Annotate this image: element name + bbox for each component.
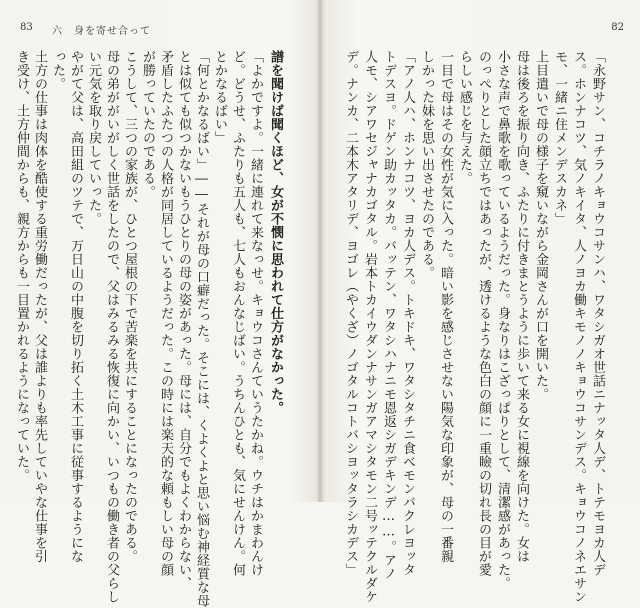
text-column: ス。ホンナコツ、気ノキイタ、人ノヨカ働キモノノキョウコサンデス。キョウコノネエサン (571, 50, 586, 604)
text-column: トデスヨ。ドゲン助カッタカ。バッテン、ワタシハナニモ恩返シガデキンデ……。アノ (381, 50, 396, 581)
text-column: 上目遣いで母の様子を窺いながら金岡さんが口を開いた。 (533, 50, 548, 401)
text-column: 土方の仕事は肉体を酷使する重労働だったが、父は誰よりも率先していやな仕事を引 (32, 50, 47, 563)
text-column: 「アノ人ハ、ホンナコツ、ヨカ人デス。トキドキ、ワタシタチニ食べモンバクレヨッタ (400, 50, 415, 577)
text-column: 人モ、シアワセジャナカゴタル。岩本トカイウダンナサンガアマシタモン二号ッテクルダケ (362, 50, 377, 604)
text-column: 母の弟ががいがしく世話をしたので、父はみるみる恢復に向かい、いつもの働き者の父らし (104, 50, 119, 604)
text-column: らしい感じを与えた。 (457, 50, 472, 185)
running-head: 六 身を寄せ合って (52, 26, 151, 37)
text-column: 母は後ろを振り向き、ふたりに付きまとうように歩いて来る女に視線を向けた。女は (514, 50, 529, 563)
right-page-number: 82 (611, 22, 624, 33)
text-column: 「よかですよ。一緒に連れて来なっせ。キョウコさんていうたかね。ウチはかまわんけ (248, 50, 263, 577)
text-column: 「永野サン、コチラノキョウコサンハ、ワタシガオ世話ニナッタ人デ、トテモヨカ人デ (590, 50, 605, 577)
text-column: い元気を取り戻していった。 (86, 50, 101, 226)
left-page-number: 83 (20, 22, 33, 33)
text-column: デ。ナンカ、二本木アタリデ、ヨゴレ（やくざ）ノゴタルコトバシヨッタラシカデス」 (343, 50, 358, 577)
text-column: 「何とかなるばい」――それが母の口癖だった。そこには、くよくよと思い悩む神経質な母 (194, 50, 209, 608)
text-column: ど。どうせ、ふたりも五人も、七人もおんなじばい。うちんひとも、気にせんけん。何 (230, 50, 245, 577)
text-column: 小さな声で鼻歌を歌っているようだった。身なりはこざっぱりとして、清潔感があった。 (495, 50, 510, 590)
text-column: き受け、土方仲間からも、親方からも一目置かれるようになっていた。 (14, 50, 29, 482)
text-column: 譜を聞けば聞くほど、女が不憫に思われて仕方がなかった。 (268, 50, 283, 415)
text-column: 一目で母はその女性が気に入った。暗い影を感じさせない陽気な印象が、母の一番親 (438, 50, 453, 563)
left-page (0, 0, 318, 608)
text-column: 矛盾したふたつの人格が同居しているようだった。この時には楽天的な頼もしい母の顔 (158, 50, 173, 577)
text-column: やがて父は、高田組のツテで、万日山の中腹を切り拓く土木工事に従事するようにな (68, 50, 83, 563)
text-column: しかった妹を思い出させたのである。 (419, 50, 434, 280)
text-column: が勝っていたのである。 (140, 50, 155, 199)
text-column: こうして、三つの家族が、ひとつ屋根の下で苦楽を共にすることになったのである。 (122, 50, 137, 563)
text-column: とは似ても似つかないもうひとりの母の姿があった。母には、自分でもよくわからない、 (176, 50, 191, 590)
text-column: った。 (50, 50, 65, 91)
text-column: とかなるばい」 (212, 50, 227, 145)
text-column: のっぺりとした顔立ちではあったが、透けるような色白の顔に一重瞼の切れ長の目が愛 (476, 50, 491, 577)
text-column: モ、一緒ニ住メンデスカネ」 (552, 50, 567, 226)
right-page (322, 0, 640, 604)
